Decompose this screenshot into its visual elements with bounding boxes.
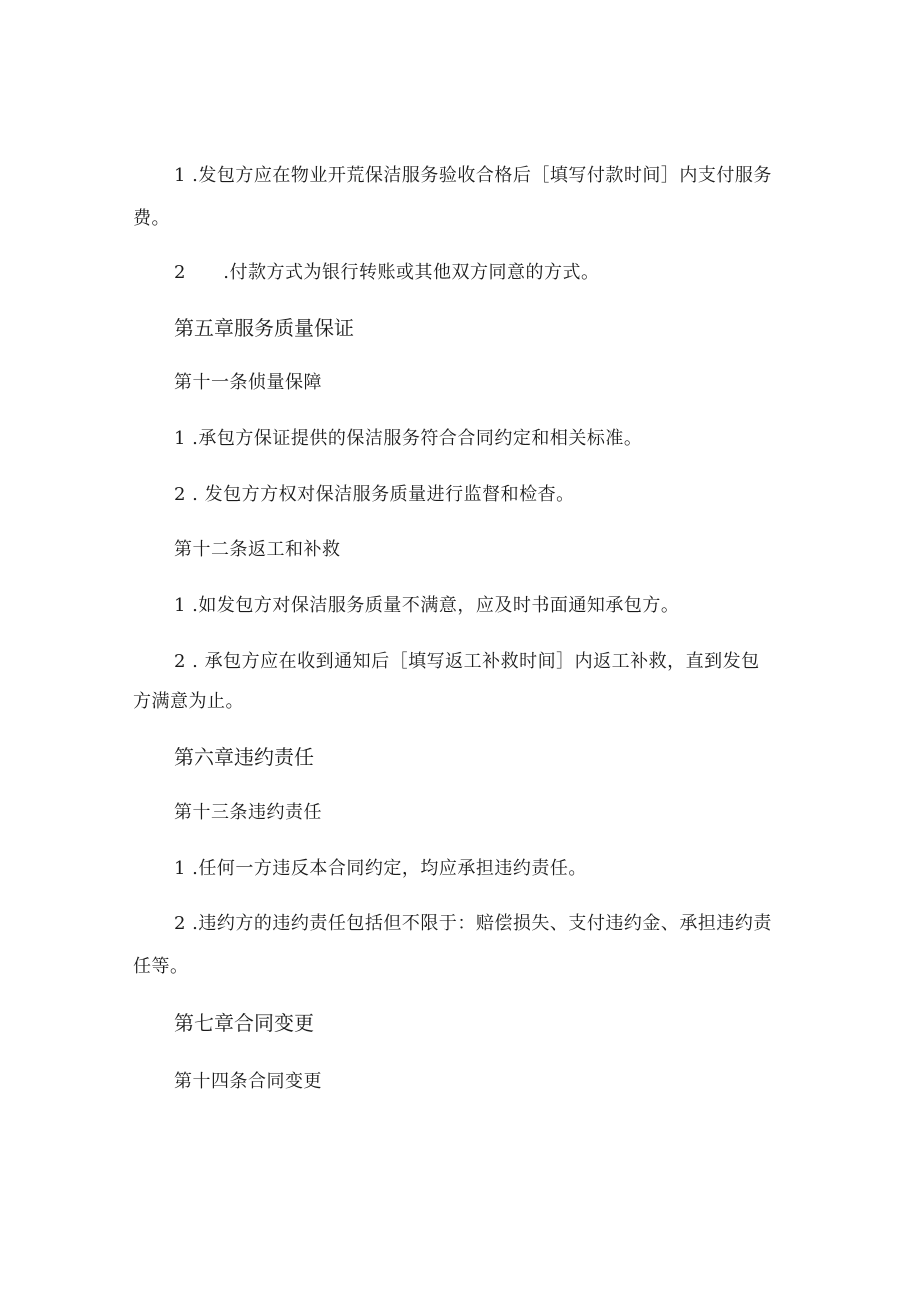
article-13-clause-2-line-2: 任等。 xyxy=(133,956,189,977)
chapter-7-heading: 第七章合同变更 xyxy=(174,1011,314,1035)
article-14-title: 第十四条合同变更 xyxy=(174,1071,322,1092)
payment-clause-2: 2 .付款方式为银行转账或其他双方同意的方式。 xyxy=(174,262,600,283)
article-13-clause-1: 1 .任何一方违反本合同约定，均应承担违约责任。 xyxy=(174,858,587,879)
payment-clause-1-line-2: 费。 xyxy=(133,208,170,229)
article-13-clause-2-line-1: 2 .违约方的违约责任包括但不限于：赔偿损失、支付违约金、承担违约责 xyxy=(174,913,772,934)
article-11-clause-1: 1 .承包方保证提供的保洁服务符合合同约定和相关标准。 xyxy=(174,428,643,449)
chapter-5-heading: 第五章服务质量保证 xyxy=(174,316,354,340)
article-13-title: 第十三条违约责任 xyxy=(174,802,322,823)
article-12-title: 第十二条返工和补救 xyxy=(174,539,341,560)
article-12-clause-2-line-2: 方满意为止。 xyxy=(133,691,244,712)
article-12-clause-2-line-1: 2 . 承包方应在收到通知后［填写返工补救时间］内返工补救，直到发包 xyxy=(174,651,760,672)
article-11-clause-2: 2 . 发包方方权对保洁服务质量进行监督和检杳。 xyxy=(174,484,575,505)
article-11-title: 第十一条侦量保障 xyxy=(174,372,322,393)
article-12-clause-1: 1 .如发包方对保洁服务质量不满意，应及时书面通知承包方。 xyxy=(174,595,680,616)
chapter-6-heading: 第六章违约责任 xyxy=(174,745,314,769)
payment-clause-1-line-1: 1 .发包方应在物业开荒保洁服务验收合格后［填写付款时间］内支付服务 xyxy=(174,165,772,186)
